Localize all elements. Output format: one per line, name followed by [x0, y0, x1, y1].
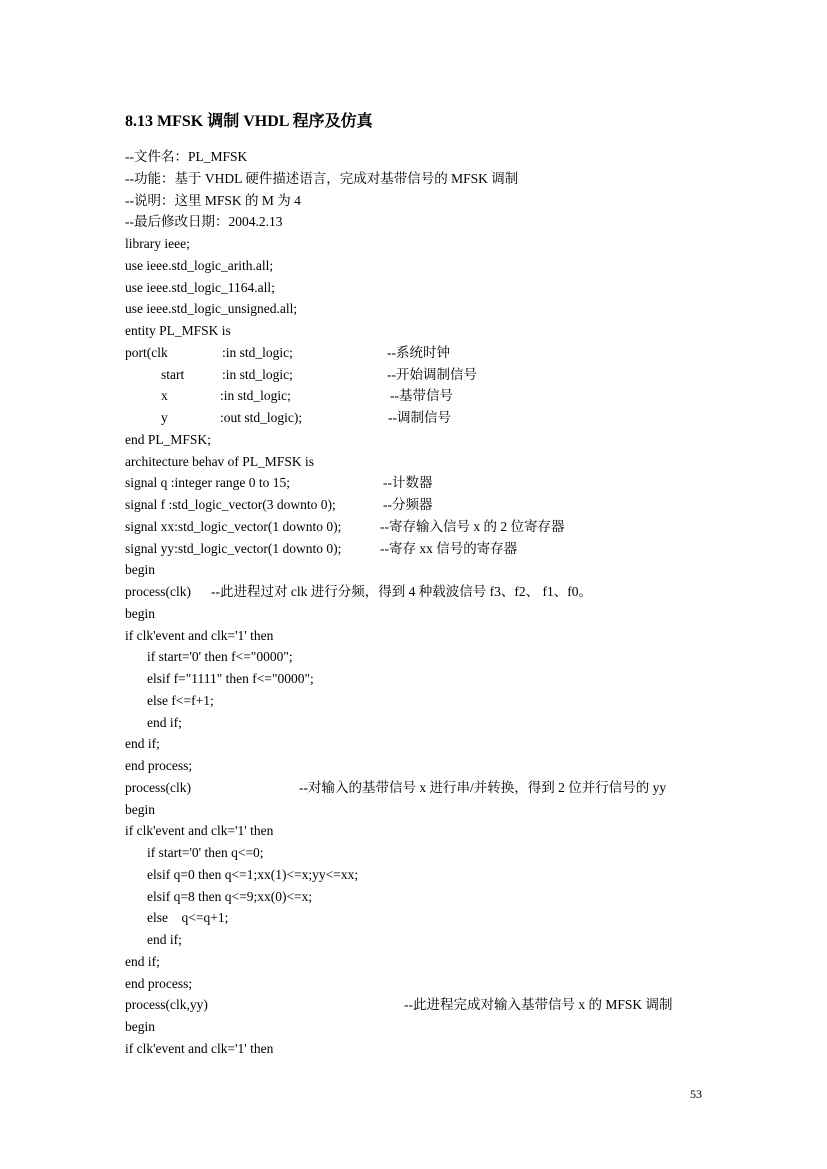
code-line: [125, 342, 725, 364]
code-comment: --调制信号: [388, 410, 451, 425]
code-text: elsif f="1111" then f<="0000";: [147, 671, 314, 686]
code-text: elsif q=0 then q<=1;xx(1)<=x;yy<=xx;: [147, 866, 359, 882]
code-text: library ieee;: [125, 236, 190, 251]
code-text: signal q :integer range 0 to 15;: [125, 475, 290, 491]
code-line: [125, 538, 725, 560]
code-text: y: [161, 410, 168, 425]
code-text: use ieee.std_logic_arith.all;: [125, 257, 274, 273]
code-text: end process;: [125, 758, 193, 773]
code-line: [125, 494, 725, 516]
code-text: end PL_MFSK;: [125, 431, 211, 447]
code-line: [125, 842, 725, 864]
code-text: else q<=q+1;: [147, 910, 229, 926]
code-line: [125, 472, 725, 494]
code-text: --文件名：PL_MFSK: [125, 149, 248, 164]
code-text: begin: [125, 605, 155, 621]
code-text: if clk'event and clk='1' then: [125, 627, 274, 643]
code-listing: [125, 146, 725, 1060]
code-line: [125, 820, 725, 842]
code-text: use ieee.std_logic_1164.all;: [125, 279, 275, 295]
code-text: process(clk,yy): [125, 997, 208, 1013]
code-line: [125, 255, 725, 277]
code-text: if start='0' then f<="0000";: [147, 649, 293, 665]
code-text: start: [161, 366, 185, 382]
code-text: end if;: [147, 932, 182, 947]
code-text: process(clk): [125, 584, 191, 599]
code-text: signal yy:std_logic_vector(1 downto 0);: [125, 540, 342, 556]
code-text: end if;: [125, 953, 160, 969]
code-line: [125, 146, 725, 168]
code-comment: --此进程完成对输入基带信号 x 的 MFSK 调制: [404, 997, 673, 1013]
code-comment: --系统时钟: [387, 344, 450, 360]
code-comment: --对输入的基带信号 x 进行串/并转换，得到 2 位并行信号的 yy: [299, 779, 667, 795]
code-text: end if;: [125, 736, 160, 752]
code-text: entity PL_MFSK is: [125, 323, 231, 338]
code-line: [125, 755, 725, 777]
code-line: [125, 407, 725, 429]
code-line: [125, 907, 725, 929]
code-text: signal xx:std_logic_vector(1 downto 0);: [125, 518, 342, 534]
code-comment: --寄存 xx 信号的寄存器: [380, 540, 518, 556]
code-text: if clk'event and clk='1' then: [125, 823, 274, 839]
code-text: elsif q=8 then q<=9;xx(0)<=x;: [147, 888, 313, 904]
code-line: [125, 864, 725, 886]
code-line: [125, 668, 725, 690]
code-text: x: [161, 388, 168, 404]
code-line: [125, 364, 725, 386]
code-text: --最后修改日期：2004.2.13: [125, 214, 283, 230]
code-type: :in std_logic;: [222, 344, 293, 360]
code-text: begin: [125, 562, 155, 578]
code-comment: --基带信号: [390, 388, 453, 404]
code-comment: --计数器: [383, 475, 433, 491]
code-text: end process;: [125, 975, 193, 991]
code-line: [125, 603, 725, 625]
code-line: [125, 516, 725, 538]
code-line: [125, 451, 725, 473]
code-type: :in std_logic;: [220, 388, 291, 404]
code-line: [125, 799, 725, 821]
code-line: [125, 625, 725, 647]
code-line: [125, 712, 725, 734]
code-line: [125, 733, 725, 755]
code-line: [125, 385, 725, 407]
code-line: [125, 994, 725, 1016]
code-type: :out std_logic);: [220, 410, 303, 425]
code-line: [125, 559, 725, 581]
page-number: 53: [690, 1087, 702, 1101]
code-line: [125, 168, 725, 190]
code-text: --说明：这里 MFSK 的 M 为 4: [125, 192, 301, 208]
code-comment: --此进程过对 clk 进行分频，得到 4 种载波信号 f3、f2、 f1、f0。: [211, 584, 592, 599]
code-line: [125, 929, 725, 951]
code-text: architecture behav of PL_MFSK is: [125, 453, 314, 469]
code-line: [125, 886, 725, 908]
code-line: [125, 277, 725, 299]
code-comment: --寄存输入信号 x 的 2 位寄存器: [380, 518, 565, 534]
code-line: [125, 581, 725, 603]
code-text: else f<=f+1;: [147, 692, 214, 708]
code-text: if start='0' then q<=0;: [147, 845, 264, 860]
code-text: begin: [125, 801, 155, 817]
code-text: --功能：基于 VHDL 硬件描述语言，完成对基带信号的 MFSK 调制: [125, 170, 519, 186]
code-line: [125, 690, 725, 712]
code-line: [125, 951, 725, 973]
code-line: [125, 320, 725, 342]
code-type: :in std_logic;: [222, 366, 293, 382]
code-line: [125, 777, 725, 799]
code-text: if clk'event and clk='1' then: [125, 1040, 274, 1056]
code-line: [125, 1038, 725, 1060]
code-text: signal f :std_logic_vector(3 downto 0);: [125, 497, 336, 512]
code-line: [125, 429, 725, 451]
code-line: [125, 973, 725, 995]
code-line: [125, 298, 725, 320]
code-text: port(clk: [125, 344, 168, 360]
code-text: process(clk): [125, 779, 191, 795]
code-line: [125, 646, 725, 668]
code-line: [125, 1016, 725, 1038]
code-line: [125, 190, 725, 212]
code-text: begin: [125, 1019, 155, 1034]
code-line: [125, 211, 725, 233]
code-comment: --分频器: [383, 497, 433, 512]
code-line: [125, 233, 725, 255]
section-heading: 8.13 MFSK 调制 VHDL 程序及仿真: [125, 113, 373, 130]
code-text: end if;: [147, 714, 182, 730]
code-comment: --开始调制信号: [387, 366, 477, 382]
code-text: use ieee.std_logic_unsigned.all;: [125, 301, 298, 317]
